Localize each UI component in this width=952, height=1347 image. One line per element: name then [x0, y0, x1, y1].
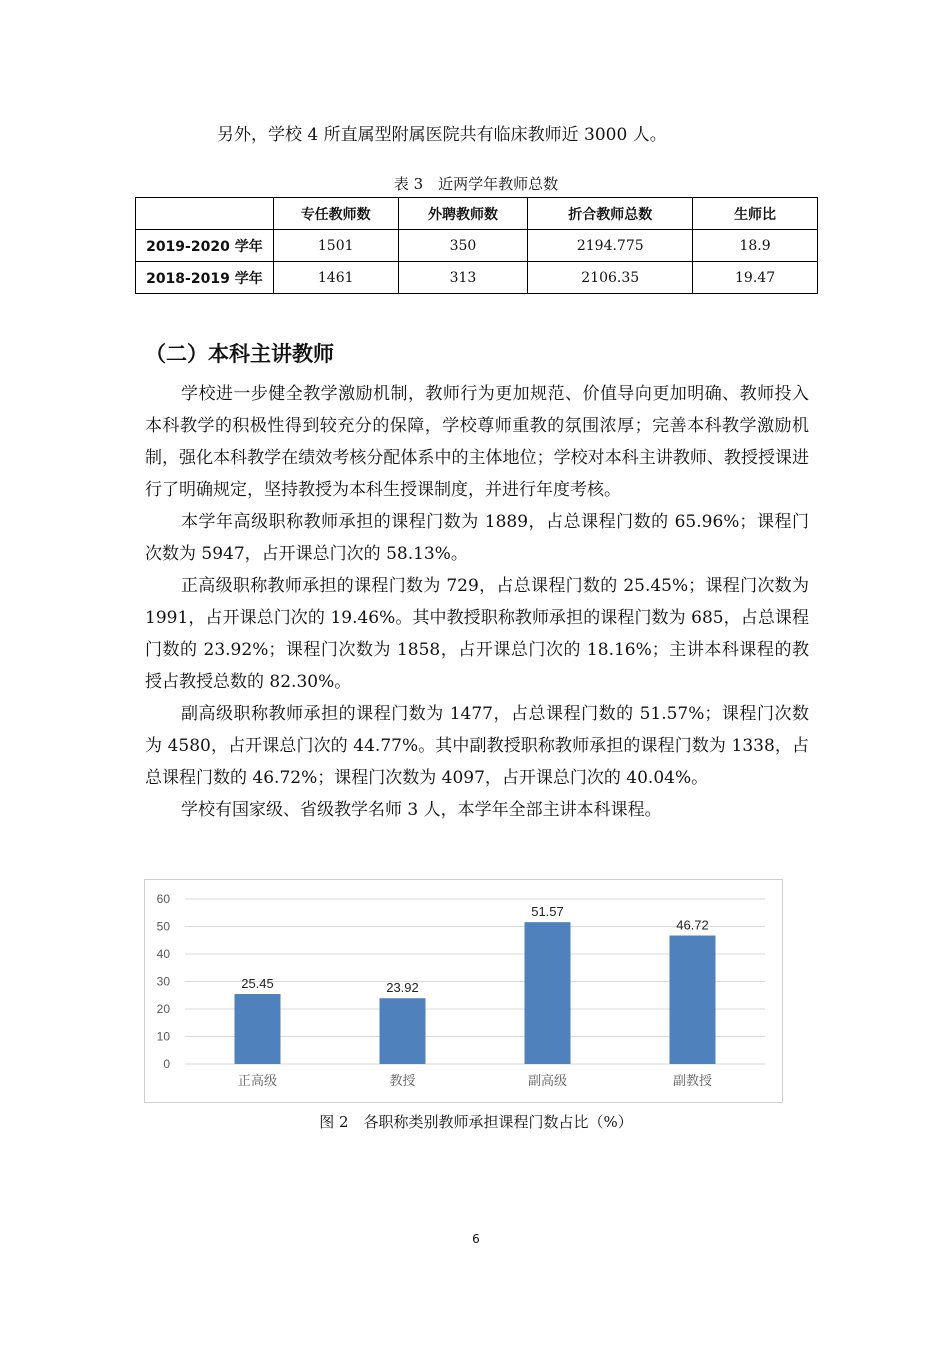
y-tick-label: 50	[156, 919, 170, 934]
y-tick-label: 40	[156, 947, 170, 961]
table-header-cell: 外聘教师数	[398, 198, 528, 230]
table-header-cell: 折合教师总数	[528, 198, 693, 230]
table-header-cell: 专任教师数	[273, 198, 398, 230]
table-cell: 19.47	[693, 262, 818, 294]
body-paragraph: 正高级职称教师承担的课程门数为 729，占总课程门数的 25.45%；课程门次数为 1991，占开课总门次的 19.46%。其中教授职称教师承担的课程门数为 685，占总课程门数的 23.92%；课程门次数为 1858，占开课总门次的 18.16%；主讲本科课程的教授占教授总数的 82.30%。	[145, 576, 809, 692]
table-row-label: 2018-2019 学年	[136, 262, 274, 294]
body-paragraph: 本学年高级职称教师承担的课程门数为 1889，占总课程门数的 65.96%；课程门次数为 5947，占开课总门次的 58.13%。	[145, 512, 809, 564]
bar	[670, 936, 716, 1064]
x-tick-label: 副高级	[527, 1074, 568, 1089]
body-text	[145, 378, 809, 826]
bar	[525, 922, 571, 1064]
x-tick-label: 教授	[389, 1074, 416, 1089]
table-cell: 350	[398, 230, 528, 262]
bar-chart-svg	[145, 880, 782, 1102]
body-paragraph: 副高级职称教师承担的课程门数为 1477，占总课程门数的 51.57%；课程门次数为 4580，占开课总门次的 44.77%。其中副教授职称教师承担的课程门数为 1338，占总课程门数的 46.72%；课程门次数为 4097，占开课总门次的 40.04%。	[145, 704, 809, 788]
table-caption: 表 3 近两学年教师总数	[393, 175, 559, 193]
table-cell: 2194.775	[528, 230, 693, 262]
intro-paragraph: 另外，学校 4 所直属型附属医院共有临床教师近 3000 人。	[217, 125, 667, 145]
y-tick-label: 20	[156, 1002, 170, 1016]
table-cell: 2106.35	[528, 262, 693, 294]
data-label: 46.72	[676, 917, 709, 933]
y-tick-label: 60	[156, 892, 170, 906]
table-row-label: 2019-2020 学年	[136, 230, 274, 262]
table-row	[136, 230, 818, 262]
table-header-cell	[136, 198, 274, 230]
figure-caption: 图 2 各职称类别教师承担课程门数占比（%）	[319, 1113, 633, 1131]
teacher-count-table	[135, 197, 818, 294]
table-cell: 1501	[273, 230, 398, 262]
table-header-cell: 生师比	[693, 198, 818, 230]
y-tick-label: 30	[156, 974, 170, 989]
x-tick-label: 副教授	[672, 1074, 713, 1089]
bar	[380, 998, 426, 1064]
table-cell: 1461	[273, 262, 398, 294]
body-paragraph: 学校有国家级、省级教学名师 3 人，本学年全部主讲本科课程。	[181, 800, 662, 820]
bar-chart	[144, 879, 783, 1103]
bar	[235, 994, 281, 1064]
table-row	[136, 262, 818, 294]
y-tick-label: 10	[156, 1029, 170, 1044]
table-cell: 313	[398, 262, 528, 294]
data-label: 23.92	[386, 980, 419, 996]
page-number: 6	[472, 1232, 480, 1246]
y-tick-label: 0	[163, 1057, 170, 1071]
data-label: 25.45	[241, 976, 274, 992]
table-cell: 18.9	[693, 230, 818, 262]
x-tick-label: 正高级	[237, 1074, 278, 1089]
body-paragraph: 学校进一步健全教学激励机制，教师行为更加规范、价值导向更加明确、教师投入本科教学的积极性得到较充分的保障，学校尊师重教的氛围浓厚；完善本科教学激励机制，强化本科教学在绩效考核分配体系中的主体地位；学校对本科主讲教师、教授授课进行了明确规定，坚持教授为本科生授课制度，并进行年度考核。	[145, 384, 809, 500]
table-header-row	[136, 198, 818, 230]
section-title: （二）本科主讲教师	[145, 342, 334, 366]
data-label: 51.57	[531, 904, 564, 920]
